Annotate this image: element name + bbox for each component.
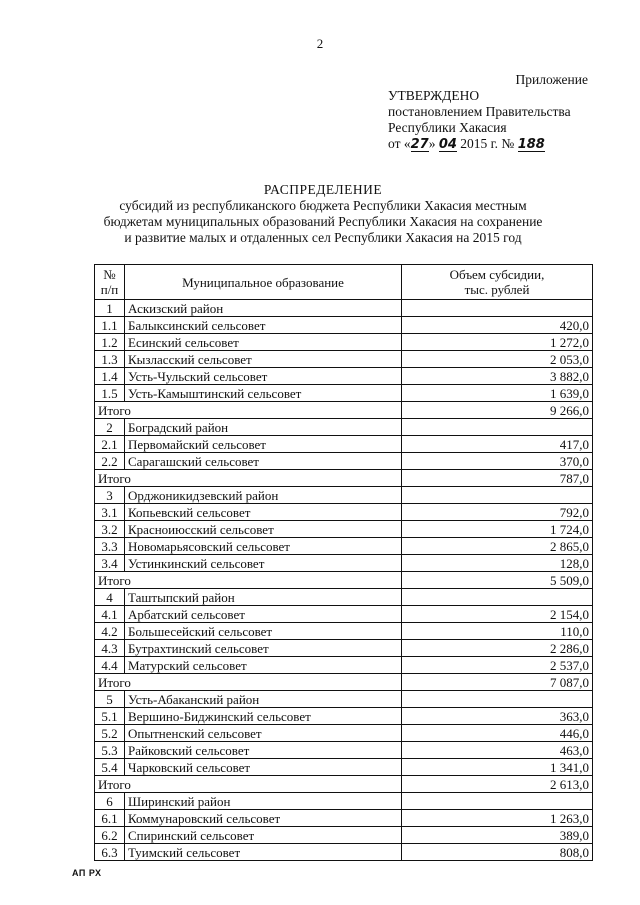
table-row — [95, 674, 593, 691]
page-number: 2 — [316, 36, 324, 51]
municipality-name: Матурский сельсовет — [125, 657, 402, 674]
municipality-name: Арбатский сельсовет — [125, 606, 402, 623]
subsidy-amount — [402, 793, 593, 810]
document-title: РАСПРЕДЕЛЕНИЕ — [263, 182, 383, 197]
subsidy-amount: 2 286,0 — [402, 640, 593, 657]
row-number: 6.3 — [95, 844, 125, 861]
subsidy-amount — [402, 691, 593, 708]
row-number: 1.2 — [95, 334, 125, 351]
table-row — [95, 725, 593, 742]
date-prefix: от « — [388, 136, 411, 151]
document-heading — [80, 182, 566, 246]
municipality-name: Сарагашский сельсовет — [125, 453, 402, 470]
table-row — [95, 351, 593, 368]
approval-block — [388, 72, 598, 152]
municipality-name: Кызласский сельсовет — [125, 351, 402, 368]
table-row — [95, 572, 593, 589]
row-number: 2 — [95, 419, 125, 436]
total-label: Итого — [95, 572, 402, 589]
subsidy-amount: 370,0 — [402, 453, 593, 470]
row-number: 3.3 — [95, 538, 125, 555]
table-row — [95, 589, 593, 606]
footer-mark: АП РХ — [72, 868, 102, 878]
table-row — [95, 691, 593, 708]
district-name: Аскизский район — [125, 300, 402, 317]
subsidy-amount: 9 266,0 — [402, 402, 593, 419]
subsidy-amount: 1 639,0 — [402, 385, 593, 402]
subsidy-amount: 2 537,0 — [402, 657, 593, 674]
table-row — [95, 317, 593, 334]
subsidy-amount: 1 724,0 — [402, 521, 593, 538]
table-row — [95, 521, 593, 538]
row-number: 1.4 — [95, 368, 125, 385]
subsidy-amount: 417,0 — [402, 436, 593, 453]
total-label: Итого — [95, 402, 402, 419]
subsidy-amount: 2 053,0 — [402, 351, 593, 368]
row-number: 2.1 — [95, 436, 125, 453]
row-number: 5.2 — [95, 725, 125, 742]
table-row — [95, 487, 593, 504]
municipality-name: Балыксинский сельсовет — [125, 317, 402, 334]
table-row — [95, 742, 593, 759]
row-number: 5 — [95, 691, 125, 708]
district-name: Орджоникидзевский район — [125, 487, 402, 504]
subsidy-amount: 2 865,0 — [402, 538, 593, 555]
row-number: 6 — [95, 793, 125, 810]
subsidy-amount: 5 509,0 — [402, 572, 593, 589]
table-row — [95, 810, 593, 827]
row-number: 1 — [95, 300, 125, 317]
municipality-name: Усть-Чульский сельсовет — [125, 368, 402, 385]
heading-line-1: субсидий из республиканского бюджета Республики Хакасия местным — [119, 198, 527, 213]
subsidy-amount: 128,0 — [402, 555, 593, 572]
table-body — [95, 300, 593, 861]
approval-line-2: Республики Хакасия — [388, 120, 507, 135]
date-mid: » — [428, 136, 436, 151]
municipality-name: Бутрахтинский сельсовет — [125, 640, 402, 657]
header-municipality: Муниципальное образование — [125, 265, 402, 300]
row-number: 1.3 — [95, 351, 125, 368]
appendix-label: Приложение — [515, 72, 588, 87]
subsidy-amount — [402, 589, 593, 606]
row-number: 1.1 — [95, 317, 125, 334]
table-row — [95, 844, 593, 861]
municipality-name: Туимский сельсовет — [125, 844, 402, 861]
municipality-name: Спиринский сельсовет — [125, 827, 402, 844]
municipality-name: Райковский сельсовет — [125, 742, 402, 759]
subsidy-amount: 389,0 — [402, 827, 593, 844]
municipality-name: Красноиюсский сельсовет — [125, 521, 402, 538]
row-number: 3.4 — [95, 555, 125, 572]
subsidy-amount: 446,0 — [402, 725, 593, 742]
row-number: 3.2 — [95, 521, 125, 538]
district-name: Таштыпский район — [125, 589, 402, 606]
subsidy-amount: 110,0 — [402, 623, 593, 640]
subsidy-amount: 808,0 — [402, 844, 593, 861]
header-number: № п/п — [95, 265, 125, 300]
table-row — [95, 436, 593, 453]
row-number: 1.5 — [95, 385, 125, 402]
header-amount: Объем субсидии, тыс. рублей — [402, 265, 593, 300]
table-header-row — [95, 265, 593, 300]
row-number: 4.3 — [95, 640, 125, 657]
municipality-name: Новомарьясовский сельсовет — [125, 538, 402, 555]
subsidy-amount: 1 272,0 — [402, 334, 593, 351]
subsidy-amount: 420,0 — [402, 317, 593, 334]
subsidy-amount: 2 613,0 — [402, 776, 593, 793]
row-number: 5.3 — [95, 742, 125, 759]
municipality-name: Коммунаровский сельсовет — [125, 810, 402, 827]
municipality-name: Вершино-Биджинский сельсовет — [125, 708, 402, 725]
row-number: 5.4 — [95, 759, 125, 776]
handwritten-day: 27 — [410, 137, 429, 152]
row-number: 2.2 — [95, 453, 125, 470]
row-number: 4 — [95, 589, 125, 606]
row-number: 3 — [95, 487, 125, 504]
table-row — [95, 606, 593, 623]
heading-line-2: бюджетам муниципальных образований Республики Хакасия на сохранение — [103, 214, 543, 229]
table-row — [95, 793, 593, 810]
approval-line-1: постановлением Правительства — [388, 104, 571, 119]
table-row — [95, 504, 593, 521]
row-number: 6.2 — [95, 827, 125, 844]
row-number: 3.1 — [95, 504, 125, 521]
municipality-name: Чарковский сельсовет — [125, 759, 402, 776]
table-row — [95, 470, 593, 487]
table-row — [95, 555, 593, 572]
table-row — [95, 827, 593, 844]
table-row — [95, 708, 593, 725]
table-row — [95, 419, 593, 436]
district-name: Усть-Абаканский район — [125, 691, 402, 708]
subsidy-amount — [402, 419, 593, 436]
table-row — [95, 385, 593, 402]
table-row — [95, 300, 593, 317]
subsidy-amount — [402, 487, 593, 504]
row-number: 5.1 — [95, 708, 125, 725]
row-number: 4.4 — [95, 657, 125, 674]
approved-label: УТВЕРЖДЕНО — [388, 88, 480, 103]
table-row — [95, 538, 593, 555]
subsidy-amount: 2 154,0 — [402, 606, 593, 623]
approval-date-line — [388, 136, 598, 152]
municipality-name: Есинский сельсовет — [125, 334, 402, 351]
table-row — [95, 402, 593, 419]
municipality-name: Опытненский сельсовет — [125, 725, 402, 742]
municipality-name: Большесейский сельсовет — [125, 623, 402, 640]
municipality-name: Первомайский сельсовет — [125, 436, 402, 453]
municipality-name: Копьевский сельсовет — [125, 504, 402, 521]
district-name: Ширинский район — [125, 793, 402, 810]
total-label: Итого — [95, 674, 402, 691]
subsidy-amount: 363,0 — [402, 708, 593, 725]
subsidy-amount: 7 087,0 — [402, 674, 593, 691]
table-row — [95, 368, 593, 385]
handwritten-number: 188 — [517, 137, 545, 152]
handwritten-month: 04 — [438, 137, 457, 152]
total-label: Итого — [95, 470, 402, 487]
table-row — [95, 623, 593, 640]
subsidy-amount: 463,0 — [402, 742, 593, 759]
district-name: Боградский район — [125, 419, 402, 436]
table-row — [95, 640, 593, 657]
heading-line-3: и развитие малых и отдаленных сел Республики Хакасия на 2015 год — [124, 230, 522, 245]
row-number: 4.1 — [95, 606, 125, 623]
row-number: 4.2 — [95, 623, 125, 640]
table-row — [95, 657, 593, 674]
subsidy-amount: 792,0 — [402, 504, 593, 521]
year-text: 2015 г. № — [460, 136, 515, 151]
table-row — [95, 453, 593, 470]
total-label: Итого — [95, 776, 402, 793]
municipality-name: Усть-Камыштинский сельсовет — [125, 385, 402, 402]
row-number: 6.1 — [95, 810, 125, 827]
subsidy-amount: 1 341,0 — [402, 759, 593, 776]
table-row — [95, 334, 593, 351]
subsidy-amount: 1 263,0 — [402, 810, 593, 827]
subsidies-table — [94, 264, 593, 861]
table-row — [95, 776, 593, 793]
municipality-name: Устинкинский сельсовет — [125, 555, 402, 572]
subsidy-amount: 3 882,0 — [402, 368, 593, 385]
table-row — [95, 759, 593, 776]
subsidy-amount — [402, 300, 593, 317]
subsidy-amount: 787,0 — [402, 470, 593, 487]
